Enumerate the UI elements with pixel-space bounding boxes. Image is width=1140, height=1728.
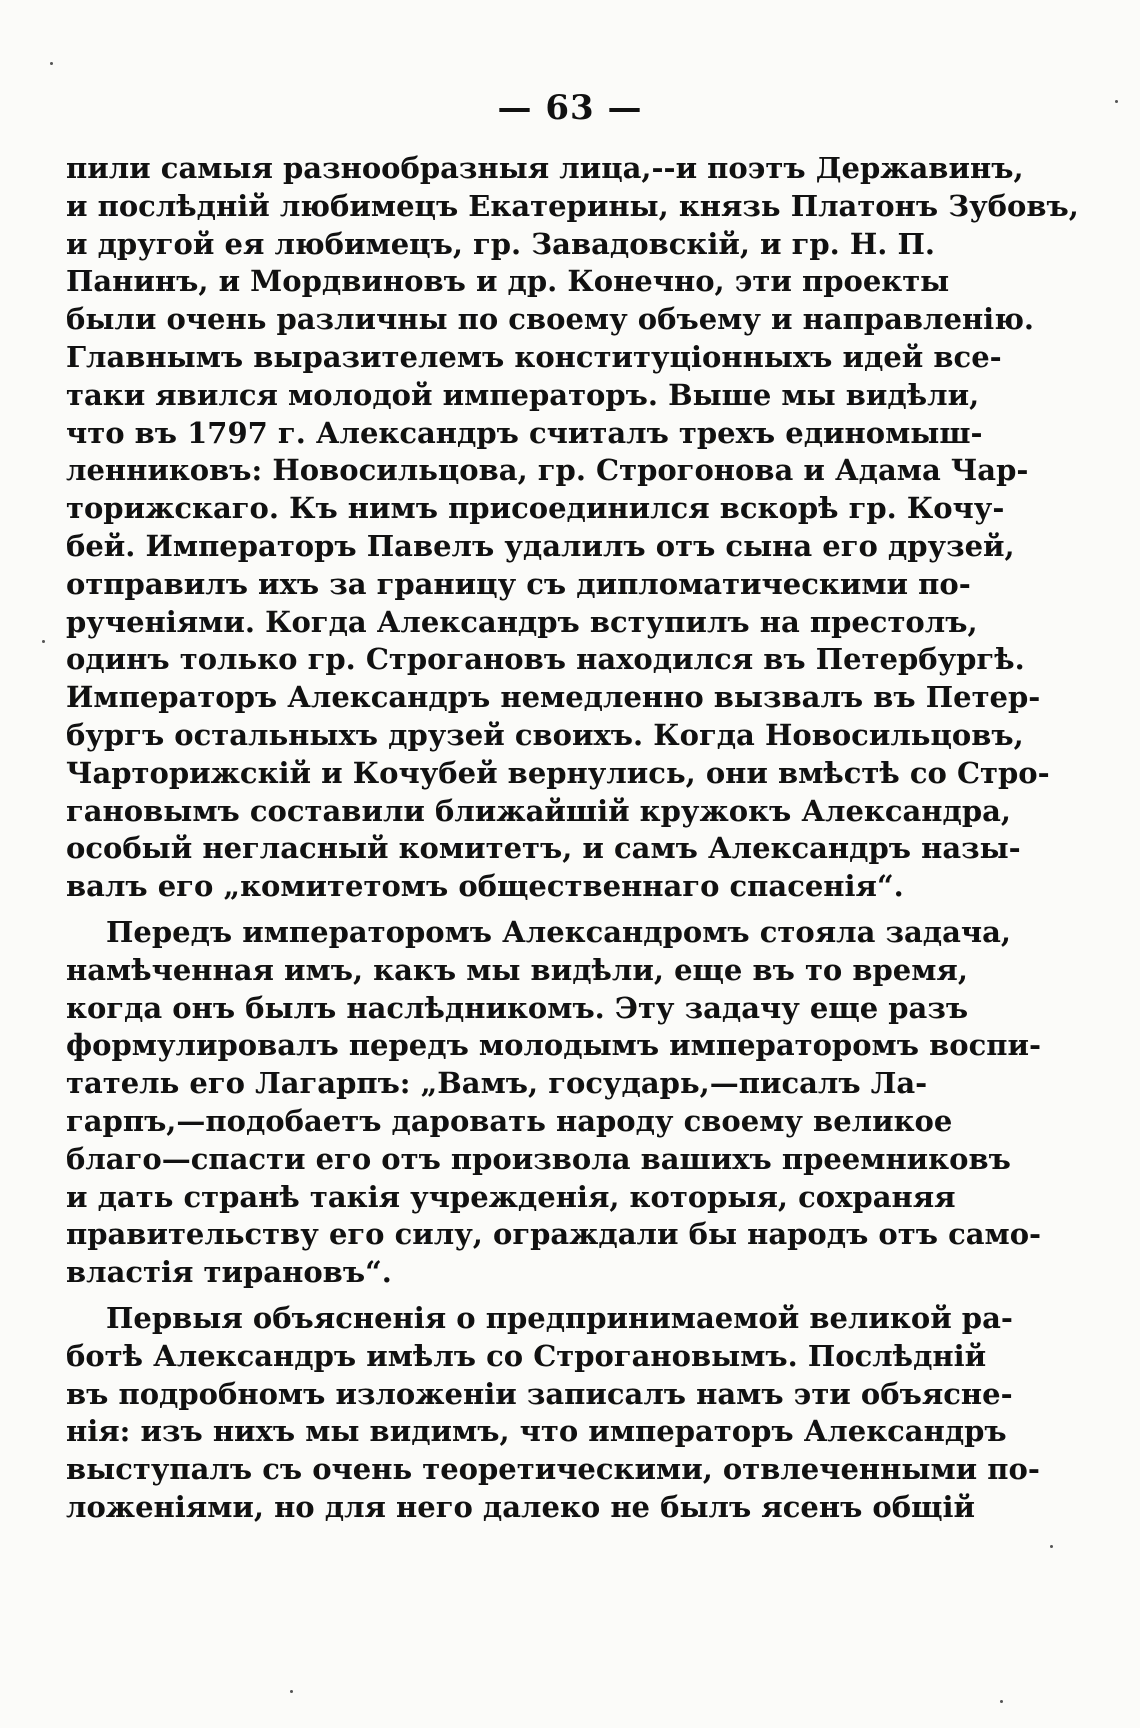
scan-speck	[290, 1690, 293, 1693]
text-line: Главнымъ выразителемъ конституціонныхъ идей все-	[66, 339, 1002, 374]
body-text	[66, 150, 1079, 1527]
paragraph	[66, 1300, 1040, 1527]
text-line: гановымъ составили ближайшій кружокъ Александра,	[66, 793, 1012, 828]
text-line: бургъ остальныхъ друзей своихъ. Когда Новосильцовъ,	[66, 717, 1024, 752]
text-line: гарпъ,—подобаетъ даровать народу своему великое	[66, 1103, 953, 1138]
text-line: властія тирановъ“.	[66, 1255, 392, 1290]
text-line: пили самыя разнообразныя лица,--и поэтъ Державинъ,	[66, 151, 1024, 185]
text-line: что въ 1797 г. Александръ считалъ трехъ единомыш-	[66, 415, 983, 450]
text-line: намѣченная имъ, какъ мы видѣли, еще въ то время,	[66, 952, 968, 987]
paragraph	[66, 914, 1042, 1292]
text-line: когда онъ былъ наслѣдникомъ. Эту задачу еще разъ	[66, 990, 969, 1025]
text-line: въ подробномъ изложеніи записалъ намъ эти объясне-	[66, 1376, 1013, 1411]
text-line: и другой ея любимецъ, гр. Завадовскій, и гр. Н. П.	[66, 226, 935, 261]
text-line: таки явился молодой императоръ. Выше мы видѣли,	[66, 377, 980, 412]
page-number: — 63 —	[497, 88, 643, 128]
scan-speck	[50, 62, 53, 65]
text-line: и дать странѣ такія учрежденія, которыя, сохраняя	[66, 1179, 956, 1214]
paragraph	[66, 150, 1079, 906]
text-line: Императоръ Александръ немедленно вызвалъ въ Петер-	[66, 680, 1041, 715]
text-line: ленниковъ: Новосильцова, гр. Строгонова и Адама Чар-	[66, 453, 1029, 488]
text-line: и послѣдній любимецъ Екатерины, князь Платонъ Зубовъ,	[66, 188, 1079, 223]
scan-speck	[1050, 1545, 1053, 1548]
scan-speck	[1000, 1700, 1003, 1703]
text-line: были очень различны по своему объему и направленію.	[66, 302, 1035, 337]
text-line: благо—спасти его отъ произвола вашихъ преемниковъ	[66, 1141, 1011, 1176]
text-line: Передъ императоромъ Александромъ стояла задача,	[106, 914, 1012, 949]
text-line: Первыя объясненія о предпринимаемой великой ра-	[106, 1300, 1013, 1335]
text-line: формулировалъ передъ молодымъ императоромъ воспи-	[66, 1028, 1041, 1063]
text-line: нія: изъ нихъ мы видимъ, что императоръ Александръ	[66, 1414, 1007, 1449]
text-line: бей. Императоръ Павелъ удалилъ отъ сына его друзей,	[66, 528, 1015, 563]
scan-speck	[1115, 100, 1118, 103]
text-line: отправилъ ихъ за границу съ дипломатическими по-	[66, 566, 971, 601]
text-line: ботѣ Александръ имѣлъ со Строгановымъ. Послѣдній	[66, 1338, 987, 1373]
text-line: особый негласный комитетъ, и самъ Александръ назы-	[66, 831, 1021, 866]
text-line: правительству его силу, ограждали бы народъ отъ само-	[66, 1217, 1042, 1252]
text-line: выступалъ съ очень теоретическими, отвлеченными по-	[66, 1452, 1040, 1487]
scan-speck	[42, 640, 45, 643]
text-line: татель его Лагарпъ: „Вамъ, государь,—писалъ Ла-	[66, 1066, 928, 1101]
text-line: Панинъ, и Мордвиновъ и др. Конечно, эти проекты	[66, 264, 950, 299]
text-line: Чарторижскій и Кочубей вернулись, они вмѣстѣ со Стро-	[66, 755, 1050, 790]
text-line: ложеніями, но для него далеко не былъ ясенъ общій	[66, 1489, 975, 1524]
text-line: валъ его „комитетомъ общественнаго спасенія“.	[66, 869, 904, 904]
text-line: торижскаго. Къ нимъ присоединился вскорѣ гр. Кочу-	[66, 491, 1005, 526]
text-line: одинъ только гр. Строгановъ находился въ Петербургѣ.	[66, 642, 1025, 677]
text-line: рученіями. Когда Александръ вступилъ на престолъ,	[66, 604, 978, 639]
